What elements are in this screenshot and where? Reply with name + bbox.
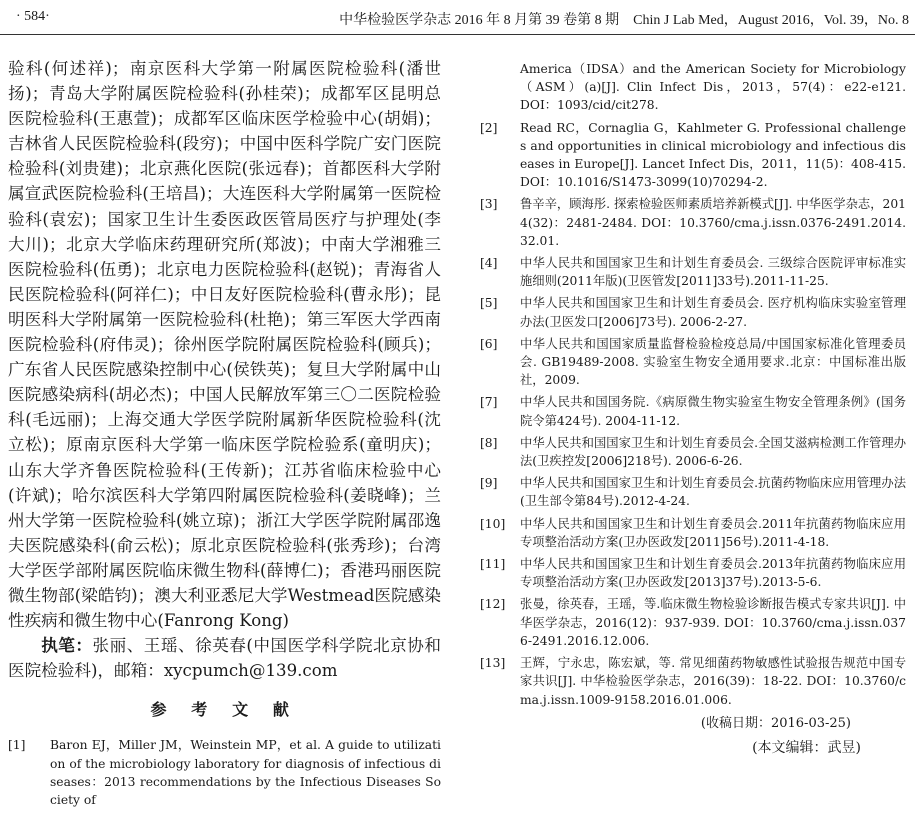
reference-text: 中华人民共和国国家卫生和计划生育委员会. 三级综合医院评审标准实施细则(2011年版)(卫医管发[2011]33号).2011-11-25. [520,256,906,289]
reference-text: Read RC，Cornaglia G，Kahlmeter G. Professional challenges and opportunities in clinical microbiology and infectious diseases in Europe[J]. Lancet Infect Dis，2011，11(5)：408-415. DOI：10.1016/S1473-3099(10)70294-2. [520,120,906,190]
page-header [0,0,915,35]
editor-note: (本文编辑：武昱) [752,739,861,756]
reference-text: 王辉，宁永忠，陈宏斌，等. 常见细菌药物敏感性试验报告规范中国专家共识[J]. 中华检验医学杂志，2016(39)：18-22. DOI：10.3760/cma.j.issn.1009-9158.2016.01.006. [520,656,906,707]
reference-item [480,654,906,709]
reference-text: 中华人民共和国国家卫生和计划生育委员会.2011年抗菌药物临床应用专项整治活动方案(卫办医政发[2011]56号).2011-4-18. [520,516,906,549]
reference-text: 中华人民共和国国家卫生和计划生育委员会.2013年抗菌药物临床应用专项整治活动方案(卫办医政发[2013]37号).2013-5-6. [520,557,906,590]
reference-number: [4] [480,256,498,271]
reference-text: 张曼，徐英春，王瑶，等.临床微生物检验诊断报告模式专家共识[J]. 中华医学杂志，2016(12)：937-939. DOI：10.3760/cma.j.issn.0376-2491.2016.12.006. [520,597,906,648]
reference-item [480,294,906,330]
reference-text: Baron EJ，Miller JM，Weinstein MP，et al. A guide to utilization of the microbiology laboratory for diagnosis of infectious diseases：2013 recommendations by the Infectious Diseases Society of [50,738,441,808]
reference-item [480,195,906,250]
reference-item [480,254,906,290]
reference-text: 中华人民共和国国家卫生和计划生育委员会.全国艾滋病检测工作管理办法(卫疾控发[2006]218号). 2006-6-26. [520,435,906,469]
reference-item [480,595,906,650]
reference-item [480,474,906,510]
reference-number: [10] [480,516,506,531]
reference-text: 鲁辛辛，顾海彤. 探索检验医师素质培养新模式[J]. 中华医学杂志，2014(32)：2481-2484. DOI：10.3760/cma.j.issn.0376-2491.2014.32.01. [520,197,906,248]
reference-item [480,119,906,192]
reference-number: [12] [480,597,506,612]
journal-citation-header: 中华检验医学杂志 2016 年 8 月第 39 卷第 8 期 Chin J Lab Med，August 2016，Vol. 39，No. 8 [339,13,909,28]
authors-paragraph [8,633,441,683]
reference-item [480,434,906,470]
reference-item [480,515,906,551]
page-number: · 584· [16,9,50,24]
acknowledgement-text: 验科(何述祥)；南京医科大学第一附属医院检验科(潘世扬)；青岛大学附属医院检验科(孙桂荣)；成都军区昆明总医院检验科(王惠萱)；成都军区临床医学检验中心(胡娟)；吉林省人民医院检验科(段穷)；中国中医科学院广安门医院检验科(刘贵建)；北京燕化医院(张远春)；首都医科大学附属宣武医院检验科(王培昌)；大连医科大学附属第一医院检验科(袁宏)；国家卫生计生委医政医管局医疗与护理处(李大川)；北京大学临床药理研究所(郑波)；中南大学湘雅三医院检验科(伍勇)；北京电力医院检验科(赵锐)；青海省人民医院检验科(阿祥仁)；中日友好医院检验科(曹永彤)；昆明医科大学附属第一医院检验科(杜艳)；第三军医大学西南医院检验科(府伟灵)；徐州医学院附属医院检验科(顾兵)；广东省人民医院感染控制中心(侯铁英)；复旦大学附属中山医院感染病科(胡必杰)；中国人民解放军第三〇二医院检验科(毛远丽)；上海交通大学医学院附属新华医院检验科(沈立松)；原南京医科大学第一临床医学院检验系(童明庆)；山东大学齐鲁医院检验科(王传新)；江苏省临床检验中心(许斌)；哈尔滨医科大学第四附属医院检验科(姜晓峰)；兰州大学第一医院检验科(姚立琼)；浙江大学医学院附属邵逸夫医院感染科(俞云松)；原北京医院检验科(张秀珍)；台湾大学医学部附属医院临床微生物科(薛博仁)；香港玛丽医院微生物部(梁皓钧)；澳大利亚悉尼大学Westmead医院感染性疾病和微生物中心(Fanrong Kong) [8,59,441,631]
reference-item [480,393,906,429]
reference-list [480,119,906,709]
reference-item [8,736,441,809]
reference-number: [11] [480,557,506,572]
reference-number: [8] [480,435,498,450]
reference-number: [6] [480,336,498,351]
authors-text: 张丽、王瑶、徐英春(中国医学科学院北京协和医院检验科)，邮箱：xycpumch@139.com [8,636,441,681]
references-heading: 参 考 文 献 [150,700,299,720]
left-column [8,56,441,813]
received-date: (收稿日期：2016-03-25) [700,715,851,731]
reference-number: [7] [480,395,498,410]
reference-item [480,555,906,591]
reference-number: [9] [480,476,498,491]
reference-continuation: America（IDSA）and the American Society for Microbiology（ASM）(a)[J]. Clin Infect Dis，2013，57(4)：e22-e121. DOI：1093/cid/cit278. [520,62,906,113]
reference-number: [5] [480,296,498,311]
reference-number: [1] [8,738,26,753]
reference-text: 中华人民共和国国家卫生和计划生育委员会.抗菌药物临床应用管理办法(卫生部令第84号).2012-4-24. [520,476,906,509]
reference-number: [2] [480,120,498,135]
authors-label: 执笔： [41,635,93,656]
reference-number: [3] [480,197,498,212]
reference-item [480,335,906,390]
reference-text: 中华人民共和国国家卫生和计划生育委员会. 医疗机构临床实验室管理办法(卫医发口[2006]73号). 2006-2-27. [520,296,906,329]
reference-text: 中华人民共和国国务院.《病原微生物实验室生物安全管理条例》(国务院令第424号). 2004-11-12. [520,395,906,428]
reference-number: [13] [480,656,506,671]
reference-text: 中华人民共和国国家质量监督检验检疫总局/中国国家标准化管理委员会. GB19489-2008. 实验室生物安全通用要求.北京：中国标准出版社，2009. [520,336,906,388]
right-column [480,60,906,757]
